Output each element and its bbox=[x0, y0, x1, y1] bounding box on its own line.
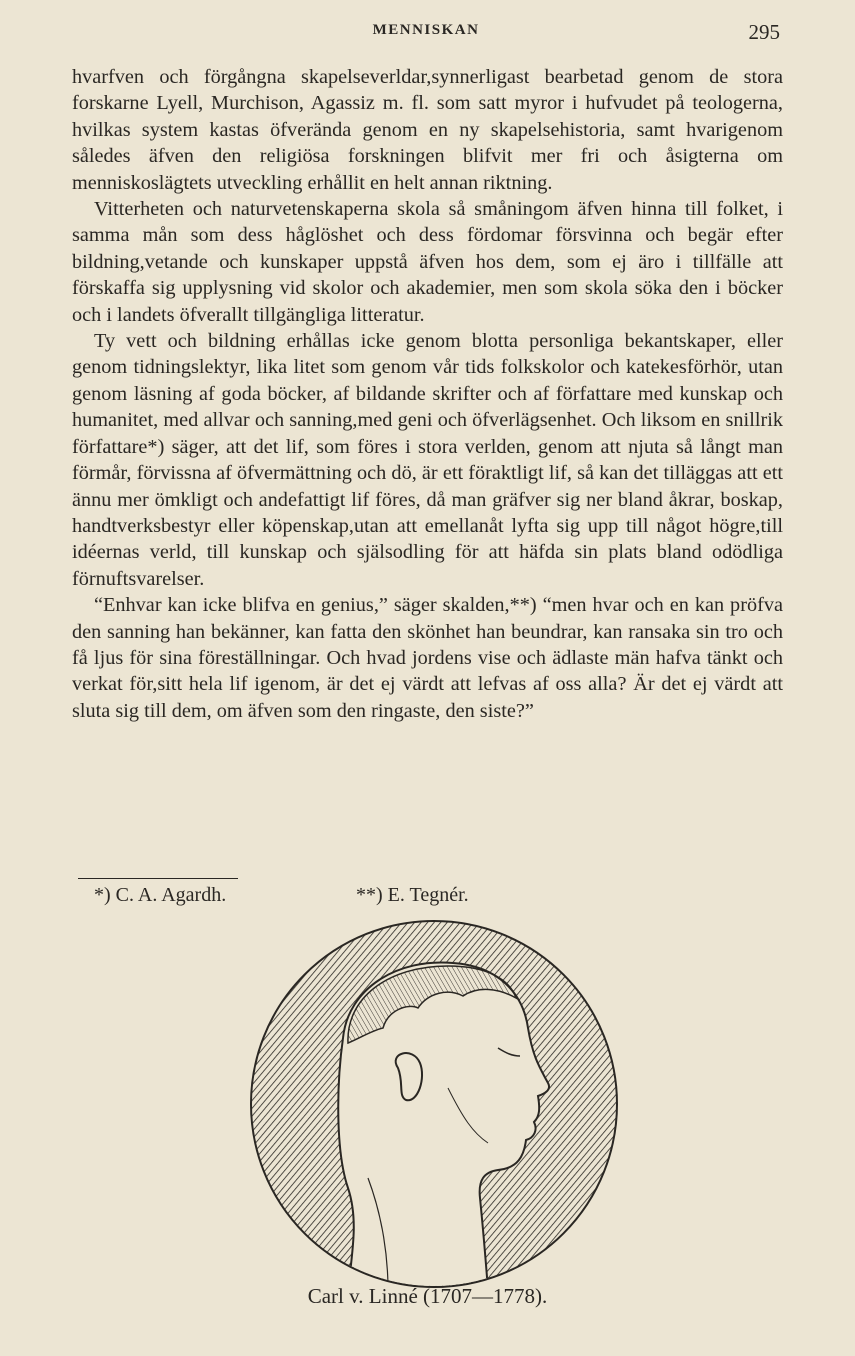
running-head: MENNISKAN bbox=[372, 22, 480, 38]
portrait-medallion bbox=[248, 918, 620, 1290]
footnote-2: **) E. Tegnér. bbox=[356, 884, 469, 906]
page-header bbox=[72, 20, 780, 44]
footnote-rule bbox=[78, 878, 238, 879]
paragraph-1: hvarfven och förgångna skapelseverldar,synnerligast bearbetad genom de stora forskarne Lyell, Murchison, Agassiz m. fl. som satt myror i hufvudet på teologerna, hvilkas system kastas öfverända genom en ny skapelsehistoria, samt hvarigenom således äfven den religiösa forskningen blifvit mer fri och åsigterna om menniskoslägtets utveckling erhållit en helt annan riktning. bbox=[72, 66, 783, 194]
paragraph-2: Vitterheten och naturvetenskaperna skola så småningom äfven hinna till folket, i samma mån som dess håglöshet och dess fördomar försvinna och begär efter bildning,vetande och kunskaper uppstå äfven hos dem, som ej äro i tillfälle att förskaffa sig upplysning vid skolor och akademier, men som skola söka den i böcker och i landets öfverallt tillgängliga litteratur. bbox=[72, 198, 783, 326]
page-number: 295 bbox=[748, 20, 780, 44]
body-text bbox=[72, 64, 783, 724]
footnote-1: *) C. A. Agardh. bbox=[94, 884, 227, 906]
paragraph-4: “Enhvar kan icke blifva en genius,” säger skalden,**) “men hvar och en kan pröfva den sanning han bekänner, kan fatta den skönhet han beundrar, kan ransaka sin tro och få ljus för sina föreställningar. Och hvad jordens vise och ädlaste män hafva tänkt och verkat för,sitt hela lif igenom, är det ej värdt att lefvas af oss alla? Är det ej värdt att sluta sig till dem, om äfven som den ringaste, den siste?” bbox=[72, 594, 783, 722]
paragraph-3: Ty vett och bildning erhållas icke genom blotta personliga bekantskaper, eller genom tidningslektyr, lika litet som genom vår tids folkskolor och katekesförhör, utan genom läsning af goda böcker, af bildande skrifter och af författare med kunskap och humanitet, med allvar och sanning,med geni och öfverlägsenhet. Och liksom en snillrik författare*) säger, att det lif, som föres i stora verlden, genom att njuta så långt man förmår, förvissna af öfvermättning och dö, är ett föraktligt lif, så kan det tilläggas att ett ännu mer ömkligt och andefattigt lif föres, då man gräfver sig ner bland åkrar, boskap, handtverksbestyr eller köpenskap,utan att emellanåt lyfta sig upp till något högre,till idéernas verld, till kunskap och själsodling för att häfda sin plats bland odödliga förnuftsvarelser. bbox=[72, 330, 783, 590]
portrait-caption: Carl v. Linné (1707—1778). bbox=[307, 1284, 548, 1308]
